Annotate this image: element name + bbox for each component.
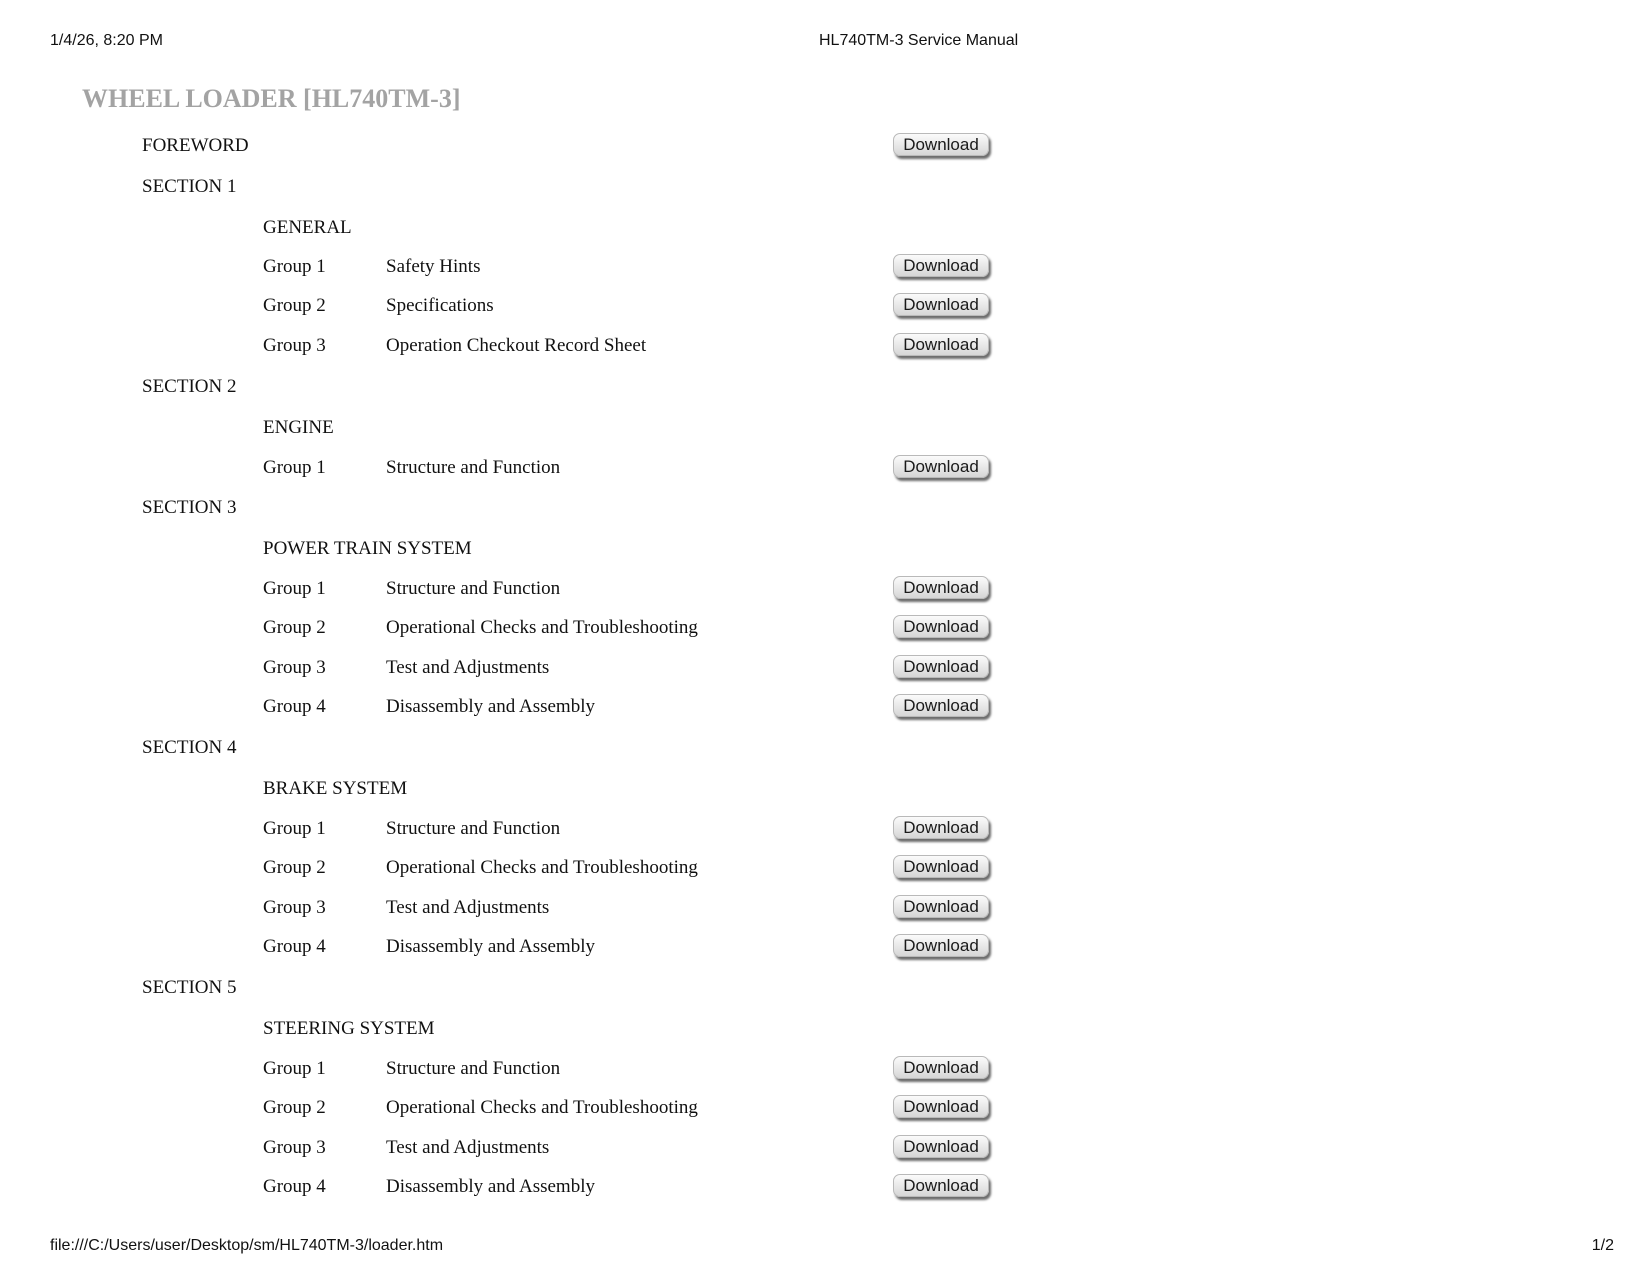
- group-name: Operation Checkout Record Sheet: [386, 335, 647, 356]
- table-row: [0, 653, 1100, 683]
- group-name: Disassembly and Assembly: [386, 696, 595, 717]
- table-row: [0, 252, 1100, 282]
- group-name: Structure and Function: [386, 457, 561, 478]
- group-number: Group 2: [263, 295, 326, 316]
- toc-section-2: [0, 372, 1100, 402]
- toc-section-title: [0, 213, 1100, 243]
- group-number: Group 1: [263, 457, 326, 478]
- download-button[interactable]: Download: [893, 895, 989, 918]
- group-name: Test and Adjustments: [386, 897, 550, 918]
- group-number: Group 4: [263, 1176, 326, 1197]
- download-button[interactable]: Download: [893, 615, 989, 638]
- table-row: [0, 893, 1100, 923]
- group-number: Group 1: [263, 818, 326, 839]
- section-title: STEERING SYSTEM: [263, 1018, 435, 1039]
- toc-section-title: [0, 413, 1100, 443]
- group-name: Structure and Function: [386, 578, 561, 599]
- group-name: Disassembly and Assembly: [386, 1176, 595, 1197]
- download-button[interactable]: Download: [893, 1174, 989, 1197]
- toc-section-3: [0, 493, 1100, 523]
- group-name: Specifications: [386, 295, 494, 316]
- table-row: [0, 692, 1100, 722]
- group-number: Group 2: [263, 1097, 326, 1118]
- table-row: [0, 574, 1100, 604]
- group-name: Disassembly and Assembly: [386, 936, 595, 957]
- download-button[interactable]: Download: [893, 1056, 989, 1079]
- table-row: [0, 331, 1100, 361]
- toc-section-title: [0, 534, 1100, 564]
- table-row: [0, 1133, 1100, 1163]
- group-name: Operational Checks and Troubleshooting: [386, 857, 698, 878]
- section-title: POWER TRAIN SYSTEM: [263, 538, 472, 559]
- download-button-foreword[interactable]: Download: [893, 133, 989, 156]
- group-number: Group 4: [263, 936, 326, 957]
- download-button[interactable]: Download: [893, 293, 989, 316]
- download-button[interactable]: Download: [893, 455, 989, 478]
- table-row: [0, 853, 1100, 883]
- section-title: ENGINE: [263, 417, 334, 438]
- download-button[interactable]: Download: [893, 934, 989, 957]
- download-button[interactable]: Download: [893, 816, 989, 839]
- table-row: [0, 453, 1100, 483]
- table-row: [0, 932, 1100, 962]
- table-row: [0, 291, 1100, 321]
- table-row: [0, 1093, 1100, 1123]
- table-row: [0, 613, 1100, 643]
- section-label: SECTION 3: [142, 497, 237, 518]
- group-number: Group 1: [263, 256, 326, 277]
- download-button[interactable]: Download: [893, 694, 989, 717]
- group-name: Operational Checks and Troubleshooting: [386, 1097, 698, 1118]
- table-row: [0, 814, 1100, 844]
- download-button[interactable]: Download: [893, 576, 989, 599]
- group-number: Group 3: [263, 1137, 326, 1158]
- group-number: Group 1: [263, 1058, 326, 1079]
- print-footer-file-path: file:///C:/Users/user/Desktop/sm/HL740TM-3/loader.htm: [50, 1237, 444, 1254]
- section-label: SECTION 2: [142, 376, 237, 397]
- section-label: SECTION 1: [142, 176, 237, 197]
- section-title: BRAKE SYSTEM: [263, 778, 408, 799]
- table-row: [0, 1054, 1100, 1084]
- group-number: Group 3: [263, 335, 326, 356]
- group-name: Test and Adjustments: [386, 657, 550, 678]
- download-button[interactable]: Download: [893, 1095, 989, 1118]
- group-number: Group 3: [263, 897, 326, 918]
- download-button[interactable]: Download: [893, 855, 989, 878]
- section-label: SECTION 5: [142, 977, 237, 998]
- group-number: Group 2: [263, 857, 326, 878]
- group-name: Structure and Function: [386, 818, 561, 839]
- download-button[interactable]: Download: [893, 333, 989, 356]
- toc-section-title: [0, 1014, 1100, 1044]
- print-header-datetime: 1/4/26, 8:20 PM: [50, 32, 163, 49]
- toc-section-5: [0, 973, 1100, 1003]
- print-footer-page-number: 1/2: [1591, 1237, 1614, 1254]
- download-button[interactable]: Download: [893, 1135, 989, 1158]
- group-name: Structure and Function: [386, 1058, 561, 1079]
- group-number: Group 1: [263, 578, 326, 599]
- toc-section-4: [0, 733, 1100, 763]
- section-label: SECTION 4: [142, 737, 237, 758]
- download-button[interactable]: Download: [893, 655, 989, 678]
- section-title: GENERAL: [263, 217, 352, 238]
- group-number: Group 4: [263, 696, 326, 717]
- page-title: WHEEL LOADER [HL740TM-3]: [82, 84, 461, 113]
- toc-section-title: [0, 774, 1100, 804]
- download-button[interactable]: Download: [893, 254, 989, 277]
- toc-section-1: [0, 172, 1100, 202]
- print-header-title: HL740TM-3 Service Manual: [819, 32, 1019, 49]
- group-number: Group 3: [263, 657, 326, 678]
- table-row: [0, 1172, 1100, 1202]
- toc-row-foreword: [0, 131, 1100, 161]
- group-name: Test and Adjustments: [386, 1137, 550, 1158]
- foreword-label: FOREWORD: [142, 135, 249, 156]
- group-name: Operational Checks and Troubleshooting: [386, 617, 698, 638]
- group-number: Group 2: [263, 617, 326, 638]
- group-name: Safety Hints: [386, 256, 481, 277]
